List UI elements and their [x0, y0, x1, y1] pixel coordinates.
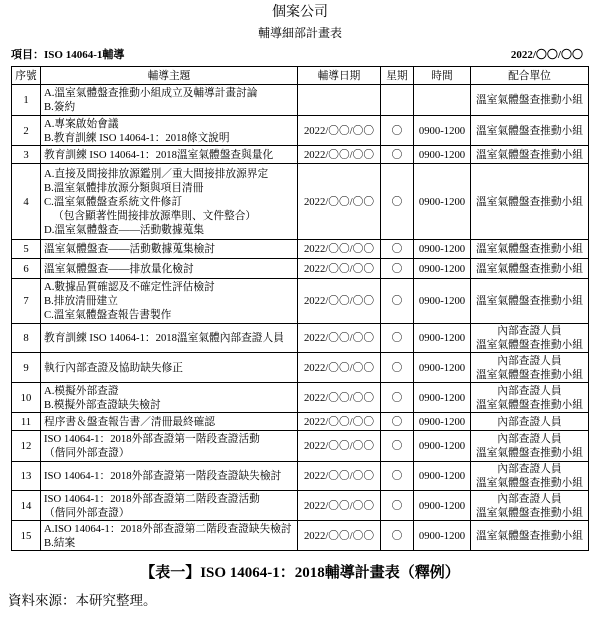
- coaching-plan-table: [11, 66, 589, 551]
- table-row: [12, 431, 589, 462]
- unit-cell: [471, 353, 589, 383]
- unit-cell: [471, 491, 589, 521]
- weekday: 〇: [381, 431, 414, 462]
- unit-cell: [471, 462, 589, 491]
- unit-line: 溫室氣體盤查推動小組: [476, 506, 583, 519]
- table-row: [12, 240, 589, 259]
- row-number: 6: [12, 259, 41, 279]
- table-row: [12, 85, 589, 116]
- time-slot: 0900-1200: [414, 279, 471, 324]
- topic-cell: [41, 259, 298, 279]
- topic-cell: [41, 85, 298, 116]
- row-number: 8: [12, 324, 41, 353]
- weekday: 〇: [381, 353, 414, 383]
- coaching-date: [298, 85, 381, 116]
- topic-line: A.模擬外部查證: [44, 384, 119, 397]
- unit-line: 溫室氣體盤查推動小組: [476, 477, 583, 489]
- coaching-date: 2022/〇〇/〇〇: [298, 164, 381, 240]
- unit-line: 溫室氣體盤查推動小組: [476, 295, 583, 307]
- unit-cell: [471, 383, 589, 413]
- row-number: 11: [12, 413, 41, 431]
- weekday: 〇: [381, 279, 414, 324]
- header-unit: 配合單位: [471, 67, 589, 85]
- unit-line: 溫室氣體盤查推動小組: [476, 94, 583, 106]
- unit-line: 溫室氣體盤查推動小組: [476, 124, 583, 137]
- weekday: [381, 85, 414, 116]
- table-row: [12, 279, 589, 324]
- table-row: [12, 324, 589, 353]
- time-slot: 0900-1200: [414, 413, 471, 431]
- topic-line: B.結案: [44, 536, 76, 549]
- unit-cell: [471, 116, 589, 146]
- unit-line: 內部查證人員: [497, 415, 562, 428]
- unit-line: 溫室氣體盤查推動小組: [476, 148, 583, 161]
- row-number: 10: [12, 383, 41, 413]
- weekday: 〇: [381, 259, 414, 279]
- topic-cell: [41, 521, 298, 551]
- coaching-date: 2022/〇〇/〇〇: [298, 491, 381, 521]
- weekday: 〇: [381, 146, 414, 164]
- unit-cell: [471, 413, 589, 431]
- row-number: 4: [12, 164, 41, 240]
- coaching-date: 2022/〇〇/〇〇: [298, 324, 381, 353]
- time-slot: 0900-1200: [414, 324, 471, 353]
- coaching-date: 2022/〇〇/〇〇: [298, 383, 381, 413]
- row-number: 2: [12, 116, 41, 146]
- coaching-date: 2022/〇〇/〇〇: [298, 279, 381, 324]
- table-row: [12, 491, 589, 521]
- unit-line: 溫室氣體盤查推動小組: [476, 262, 583, 275]
- unit-cell: [471, 324, 589, 353]
- topic-line: 溫室氣體盤查——活動數據蒐集檢討: [44, 243, 216, 255]
- table-row: [12, 164, 589, 240]
- row-number: 12: [12, 431, 41, 462]
- topic-cell: [41, 383, 298, 413]
- coaching-date: 2022/〇〇/〇〇: [298, 259, 381, 279]
- topic-line: B.教育訓練 ISO 14064-1：2018條文說明: [44, 131, 230, 144]
- unit-line: 溫室氣體盤查推動小組: [476, 398, 583, 411]
- time-slot: 0900-1200: [414, 259, 471, 279]
- unit-line: 內部查證人員: [497, 463, 562, 475]
- unit-cell: [471, 521, 589, 551]
- unit-line: 溫室氣體盤查推動小組: [476, 195, 583, 208]
- topic-line: B.模擬外部查證缺失檢討: [44, 398, 161, 411]
- topic-line: A.ISO 14064-1：2018外部查證第二階段查證缺失檢討: [44, 522, 292, 535]
- topic-line: D.溫室氣體盤查——活動數據蒐集: [44, 223, 205, 236]
- unit-cell: [471, 146, 589, 164]
- topic-cell: [41, 240, 298, 259]
- coaching-date: 2022/〇〇/〇〇: [298, 146, 381, 164]
- unit-line: 內部查證人員: [497, 384, 562, 397]
- topic-line: 執行內部查證及協助缺失修正: [44, 361, 183, 374]
- row-number: 14: [12, 491, 41, 521]
- topic-cell: [41, 462, 298, 491]
- topic-line: B.簽約: [44, 101, 76, 113]
- row-number: 5: [12, 240, 41, 259]
- header-time: 時間: [414, 67, 471, 85]
- unit-line: 內部查證人員: [497, 433, 562, 445]
- time-slot: 0900-1200: [414, 353, 471, 383]
- topic-cell: [41, 491, 298, 521]
- topic-cell: [41, 146, 298, 164]
- unit-cell: [471, 85, 589, 116]
- topic-line: C.溫室氣體盤查報告書製作: [44, 309, 172, 321]
- topic-line: 程序書＆盤查報告書／清冊最終確認: [44, 415, 216, 428]
- topic-line: A.溫室氣體盤查推動小組成立及輔導計畫討論: [44, 87, 258, 99]
- topic-cell: [41, 116, 298, 146]
- topic-line: C.溫室氣體盤查系統文件修訂: [44, 195, 183, 208]
- topic-cell: [41, 431, 298, 462]
- coaching-date: 2022/〇〇/〇〇: [298, 521, 381, 551]
- weekday: 〇: [381, 521, 414, 551]
- topic-line: A.專案啟始會議: [44, 117, 119, 130]
- topic-line: B.排放清冊建立: [44, 295, 118, 307]
- unit-line: 內部查證人員: [497, 492, 562, 505]
- topic-line: 溫室氣體盤查——排放量化檢討: [44, 262, 194, 275]
- row-number: 7: [12, 279, 41, 324]
- topic-cell: [41, 279, 298, 324]
- topic-line: ISO 14064-1：2018外部查證第二階段查證活動: [44, 492, 260, 505]
- topic-line: B.溫室氣體排放源分類與項目清冊: [44, 181, 204, 194]
- topic-line: （包含顯著性間接排放源準則、文件整合）: [53, 209, 257, 222]
- time-slot: 0900-1200: [414, 383, 471, 413]
- topic-cell: [41, 324, 298, 353]
- weekday: 〇: [381, 324, 414, 353]
- topic-line: （偕同外部查證）: [44, 506, 130, 519]
- unit-cell: [471, 259, 589, 279]
- row-number: 13: [12, 462, 41, 491]
- table-row: [12, 259, 589, 279]
- time-slot: 0900-1200: [414, 146, 471, 164]
- source-note: 資料來源：本研究整理。: [8, 593, 157, 608]
- topic-line: A.數據品質確認及不確定性評估檢討: [44, 281, 215, 293]
- row-number: 1: [12, 85, 41, 116]
- unit-line: 溫室氣體盤查推動小組: [476, 368, 583, 381]
- coaching-date: 2022/〇〇/〇〇: [298, 353, 381, 383]
- weekday: 〇: [381, 116, 414, 146]
- table-row: [12, 353, 589, 383]
- coaching-date: 2022/〇〇/〇〇: [298, 413, 381, 431]
- table-header-row: [12, 67, 589, 85]
- weekday: 〇: [381, 383, 414, 413]
- weekday: 〇: [381, 413, 414, 431]
- weekday: 〇: [381, 240, 414, 259]
- document-title: 輔導細部計畫表: [257, 26, 342, 40]
- unit-cell: [471, 279, 589, 324]
- row-number: 3: [12, 146, 41, 164]
- unit-line: 溫室氣體盤查推動小組: [476, 529, 583, 542]
- coaching-date: 2022/〇〇/〇〇: [298, 431, 381, 462]
- table-row: [12, 521, 589, 551]
- topic-line: ISO 14064-1：2018外部查證第一階段查證活動: [44, 433, 260, 445]
- table-row: [12, 383, 589, 413]
- project-label: 項目：ISO 14064-1輔導: [11, 49, 125, 61]
- time-slot: 0900-1200: [414, 164, 471, 240]
- table-caption: 【表一】ISO 14064-1：2018輔導計畫表（釋例）: [140, 565, 460, 581]
- header-date: 輔導日期: [298, 67, 381, 85]
- row-number: 9: [12, 353, 41, 383]
- topic-cell: [41, 413, 298, 431]
- coaching-date: 2022/〇〇/〇〇: [298, 462, 381, 491]
- row-number: 15: [12, 521, 41, 551]
- topic-cell: [41, 164, 298, 240]
- time-slot: [414, 85, 471, 116]
- time-slot: 0900-1200: [414, 521, 471, 551]
- topic-cell: [41, 353, 298, 383]
- unit-cell: [471, 431, 589, 462]
- header-no: 序號: [12, 67, 41, 85]
- table-row: [12, 462, 589, 491]
- coaching-date: 2022/〇〇/〇〇: [298, 116, 381, 146]
- unit-line: 溫室氣體盤查推動小組: [476, 243, 583, 255]
- topic-line: ISO 14064-1：2018外部查證第一階段查證缺失檢討: [44, 470, 282, 482]
- weekday: 〇: [381, 462, 414, 491]
- unit-line: 內部查證人員: [497, 354, 562, 367]
- time-slot: 0900-1200: [414, 491, 471, 521]
- unit-cell: [471, 164, 589, 240]
- unit-line: 溫室氣體盤查推動小組: [476, 339, 583, 351]
- time-slot: 0900-1200: [414, 431, 471, 462]
- table-row: [12, 146, 589, 164]
- header-topic: 輔導主題: [41, 67, 298, 85]
- coaching-date: 2022/〇〇/〇〇: [298, 240, 381, 259]
- topic-line: A.直接及間接排放源鑑別／重大間接排放源界定: [44, 167, 269, 180]
- weekday: 〇: [381, 491, 414, 521]
- table-row: [12, 116, 589, 146]
- document-date: 2022/〇〇/〇〇: [510, 49, 583, 61]
- time-slot: 0900-1200: [414, 462, 471, 491]
- topic-line: 教育訓練 ISO 14064-1：2018溫室氣體內部查證人員: [44, 332, 284, 344]
- unit-line: 溫室氣體盤查推動小組: [476, 447, 583, 459]
- time-slot: 0900-1200: [414, 116, 471, 146]
- topic-line: 教育訓練 ISO 14064-1：2018溫室氣體盤查與量化: [44, 148, 274, 161]
- time-slot: 0900-1200: [414, 240, 471, 259]
- unit-line: 內部查證人員: [497, 325, 562, 337]
- weekday: 〇: [381, 164, 414, 240]
- header-weekday: 星期: [381, 67, 414, 85]
- unit-cell: [471, 240, 589, 259]
- table-row: [12, 413, 589, 431]
- company-name: 個案公司: [272, 5, 328, 20]
- topic-line: （偕同外部查證）: [44, 447, 130, 459]
